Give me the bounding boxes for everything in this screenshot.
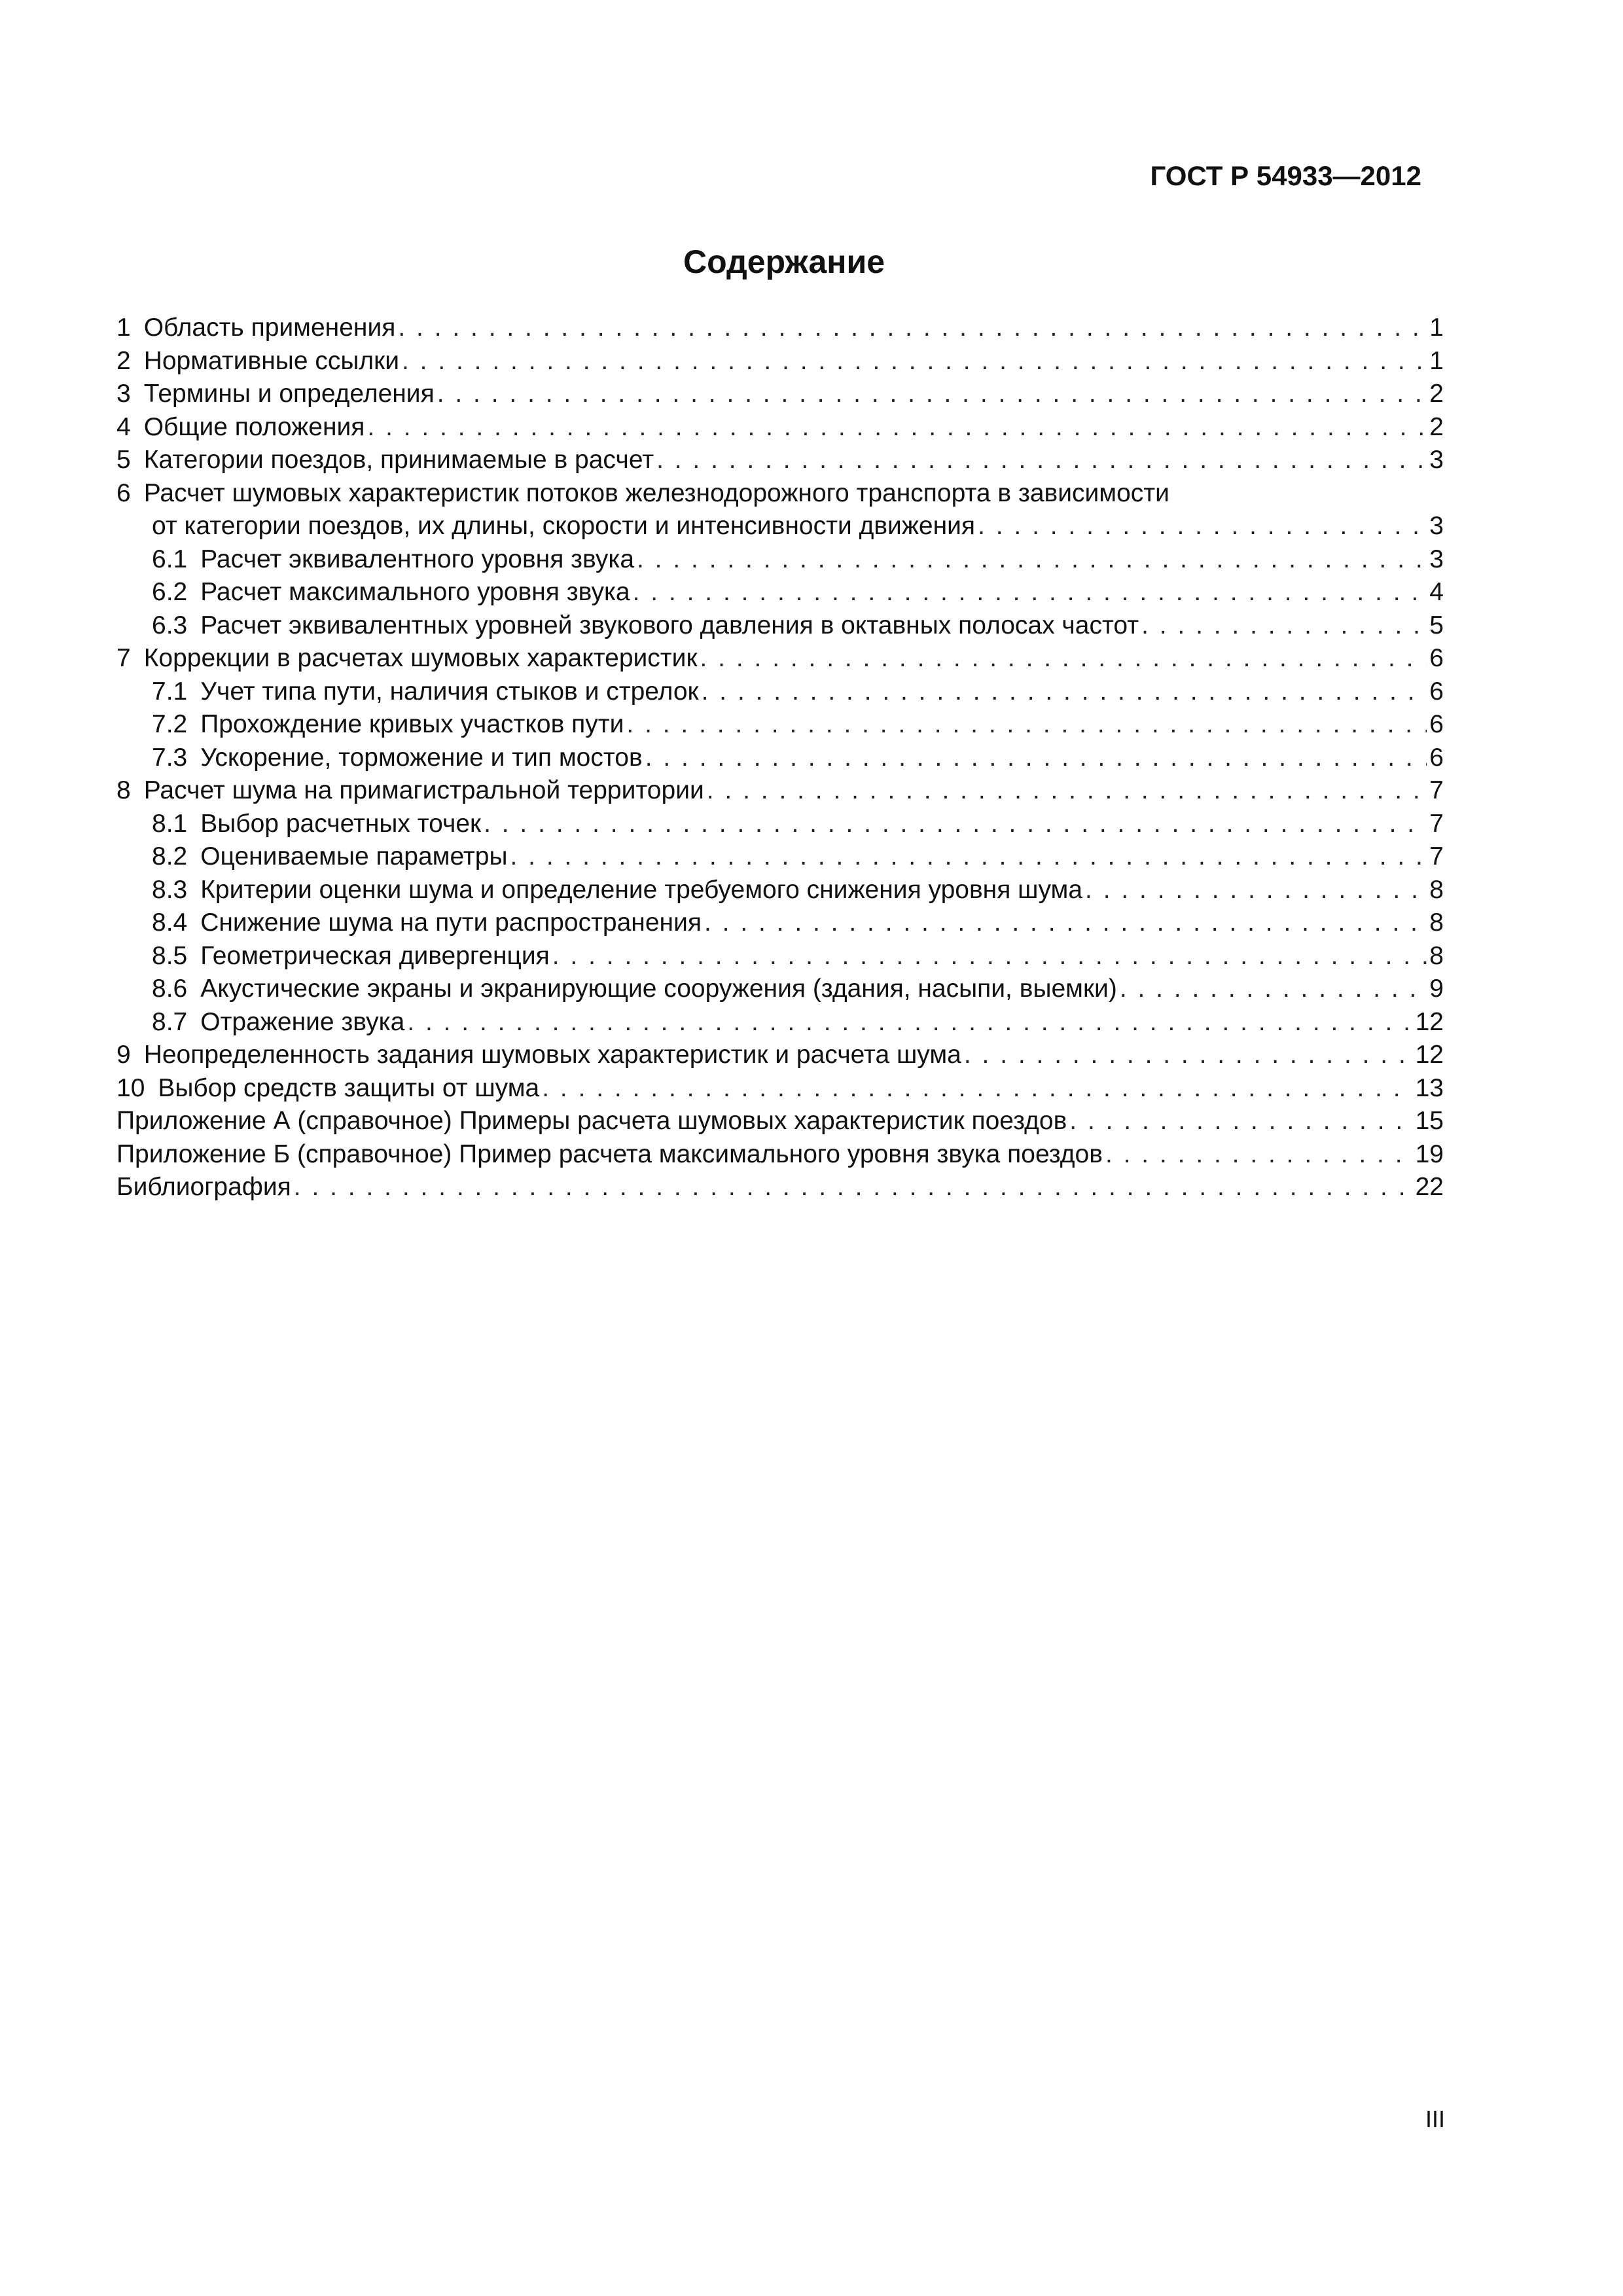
toc-entry[interactable] <box>116 312 1444 345</box>
dot-leader <box>978 510 1427 543</box>
toc-entry-label: Расчет эквивалентных уровней звукового давления в октавных полосах частот <box>200 611 1139 639</box>
toc-entry-page: 2 <box>1429 380 1444 408</box>
toc-entry-label: Общие положения <box>143 412 365 441</box>
toc-entry[interactable] <box>116 874 1444 907</box>
dot-leader <box>1085 874 1427 907</box>
toc-entry-number: 7.1 <box>152 677 188 706</box>
dot-leader <box>407 1006 1412 1039</box>
dot-leader <box>637 543 1427 577</box>
dot-leader <box>1105 1138 1413 1172</box>
dot-leader <box>700 642 1427 675</box>
toc-entry-number: 8.2 <box>152 842 188 870</box>
toc-entry[interactable] <box>116 444 1444 477</box>
toc-entry-number: 7.3 <box>152 743 188 772</box>
dot-leader <box>702 675 1427 709</box>
toc-entry-page: 4 <box>1429 578 1444 606</box>
toc-entry-label: Ускорение, торможение и тип мостов <box>200 743 643 772</box>
toc-entry-page: 3 <box>1429 512 1444 540</box>
toc-entry-page: 22 <box>1415 1173 1444 1201</box>
toc-entry-page: 3 <box>1429 446 1444 474</box>
toc-entry[interactable] <box>116 1006 1444 1039</box>
toc-entry[interactable] <box>116 1138 1444 1172</box>
toc-entry-label: Библиография <box>116 1173 291 1201</box>
dot-leader <box>437 378 1427 411</box>
toc-title: Содержание <box>683 243 885 280</box>
toc-entry-label: Расчет эквивалентного уровня звука <box>200 545 635 573</box>
toc-entry[interactable] <box>116 642 1444 675</box>
toc-entry-label: Акустические экраны и экранирующие сооружения (здания, насыпи, выемки) <box>200 975 1117 1003</box>
toc-entry-number: 3 <box>116 380 131 408</box>
toc-entry-page: 6 <box>1429 677 1444 706</box>
toc-entry-page: 5 <box>1429 611 1444 639</box>
toc-entry[interactable] <box>116 1171 1444 1204</box>
toc-entry-label: Расчет шума на примагистральной территории <box>143 776 704 804</box>
toc-entry-page: 8 <box>1429 875 1444 904</box>
toc-entry-label: Геометрическая дивергенция <box>200 941 550 970</box>
toc-entry[interactable] <box>116 411 1444 444</box>
toc-entry-page: 12 <box>1415 1041 1444 1069</box>
toc-entry[interactable] <box>116 1105 1444 1138</box>
toc-entry-page: 9 <box>1429 975 1444 1003</box>
toc-entry-page: 6 <box>1429 743 1444 772</box>
dot-leader <box>398 312 1427 345</box>
dot-leader <box>633 576 1427 609</box>
toc-entry-number: 9 <box>116 1041 131 1069</box>
toc-entry-page: 7 <box>1429 776 1444 804</box>
toc-entry-label: Снижение шума на пути распространения <box>200 908 702 937</box>
page-number: III <box>1425 2106 1445 2132</box>
dot-leader <box>367 411 1427 444</box>
dot-leader <box>626 708 1427 742</box>
dot-leader <box>484 808 1427 841</box>
toc-entry-page: 12 <box>1415 1007 1444 1036</box>
dot-leader <box>704 906 1427 940</box>
document-code: ГОСТ Р 54933—2012 <box>1150 160 1421 191</box>
toc-entry-number: 8 <box>116 776 131 804</box>
toc-entry-label: Коррекции в расчетах шумовых характеристик <box>143 644 698 672</box>
toc-entry-number: 8.7 <box>152 1007 188 1036</box>
toc-entry-label: Неопределенность задания шумовых характеристик и расчета шума <box>143 1041 961 1069</box>
toc-entry[interactable] <box>116 510 1444 543</box>
dot-leader <box>656 444 1427 477</box>
toc-entry-page: 6 <box>1429 710 1444 738</box>
toc-entry-page: 15 <box>1415 1107 1444 1135</box>
toc-entry-number: 2 <box>116 346 131 375</box>
toc-entry-label: Выбор средств защиты от шума <box>158 1073 540 1102</box>
toc-entry-label: Оцениваемые параметры <box>200 842 508 870</box>
toc-entry-number: 5 <box>116 446 131 474</box>
toc-entry-page: 8 <box>1429 908 1444 937</box>
toc-entry-number: 10 <box>116 1073 145 1102</box>
toc-entry[interactable] <box>116 378 1444 411</box>
toc-entry-page: 1 <box>1429 346 1444 375</box>
toc-entry[interactable] <box>116 840 1444 874</box>
dot-leader <box>707 774 1427 808</box>
toc-entry-label: от категории поездов, их длины, скорости и интенсивности движения <box>152 512 976 540</box>
toc-entry-page: 2 <box>1429 412 1444 441</box>
toc-entry-label: Расчет максимального уровня звука <box>200 578 630 606</box>
toc-entry-number: 7.2 <box>152 710 188 738</box>
toc-entry-label: Приложение А (справочное) Примеры расчета шумовых характеристик поездов <box>116 1107 1067 1135</box>
toc-entry-number: 6.3 <box>152 611 188 639</box>
toc-entry-number: 7 <box>116 644 131 672</box>
toc-entry-page: 19 <box>1415 1139 1444 1168</box>
toc-entry-page: 8 <box>1429 941 1444 970</box>
toc-entry-number: 8.6 <box>152 975 188 1003</box>
toc-entry-label: Нормативные ссылки <box>143 346 399 375</box>
toc-entry-label: Прохождение кривых участков пути <box>200 710 624 738</box>
toc-entry-number: 6.2 <box>152 578 188 606</box>
toc-entry-number: 1 <box>116 314 131 342</box>
toc-entry-page: 6 <box>1429 644 1444 672</box>
toc-entry[interactable] <box>116 543 1444 577</box>
dot-leader <box>645 742 1427 775</box>
toc-entry-label: Выбор расчетных точек <box>200 809 482 838</box>
toc-entry-page: 7 <box>1429 809 1444 838</box>
toc-entry[interactable] <box>116 774 1444 808</box>
toc-entry[interactable] <box>116 345 1444 378</box>
dot-leader <box>510 840 1427 874</box>
toc-entry-label: Учет типа пути, наличия стыков и стрелок <box>200 677 699 706</box>
toc-entry-page: 3 <box>1429 545 1444 573</box>
toc-entry[interactable] <box>116 808 1444 841</box>
toc-entry[interactable] <box>116 1039 1444 1072</box>
toc-entry-label: Категории поездов, принимаемые в расчет <box>143 446 654 474</box>
toc-entry[interactable] <box>116 708 1444 742</box>
dot-leader <box>1069 1105 1412 1138</box>
toc-entry-label: Область применения <box>143 314 396 342</box>
toc-entry[interactable] <box>116 940 1444 973</box>
toc-entry-number: 8.4 <box>152 908 188 937</box>
toc-entry-number: 4 <box>116 412 131 441</box>
dot-leader <box>964 1039 1413 1072</box>
toc-entry-page: 13 <box>1415 1073 1444 1102</box>
dot-leader <box>294 1171 1413 1204</box>
toc-entry[interactable] <box>116 576 1444 609</box>
dot-leader <box>402 345 1427 378</box>
toc-entry-number: 8.3 <box>152 875 188 904</box>
toc-entry-number: 8.1 <box>152 809 188 838</box>
toc-entry[interactable] <box>116 973 1444 1006</box>
toc-entry[interactable] <box>116 1072 1444 1105</box>
toc-entry-number: 6 <box>116 478 131 507</box>
toc-entry-number: 6.1 <box>152 545 188 573</box>
toc-entry-label: Расчет шумовых характеристик потоков железнодорожного транспорта в зависимости <box>143 478 1169 507</box>
table-of-contents <box>116 312 1444 1204</box>
toc-entry-label: Термины и определения <box>143 380 435 408</box>
dot-leader <box>542 1072 1412 1105</box>
dot-leader <box>1120 973 1427 1006</box>
dot-leader <box>552 940 1427 973</box>
toc-entry-page: 7 <box>1429 842 1444 870</box>
dot-leader <box>1141 609 1427 643</box>
toc-entry[interactable] <box>116 609 1444 643</box>
toc-entry[interactable] <box>116 906 1444 940</box>
toc-entry-label: Приложение Б (справочное) Пример расчета максимального уровня звука поездов <box>116 1139 1103 1168</box>
toc-entry[interactable] <box>116 742 1444 775</box>
toc-entry-page: 1 <box>1429 314 1444 342</box>
toc-entry[interactable] <box>116 675 1444 709</box>
toc-entry-number: 8.5 <box>152 941 188 970</box>
toc-entry-label: Критерии оценки шума и определение требуемого снижения уровня шума <box>200 875 1083 904</box>
toc-entry[interactable] <box>116 477 1444 511</box>
toc-entry-label: Отражение звука <box>200 1007 405 1036</box>
